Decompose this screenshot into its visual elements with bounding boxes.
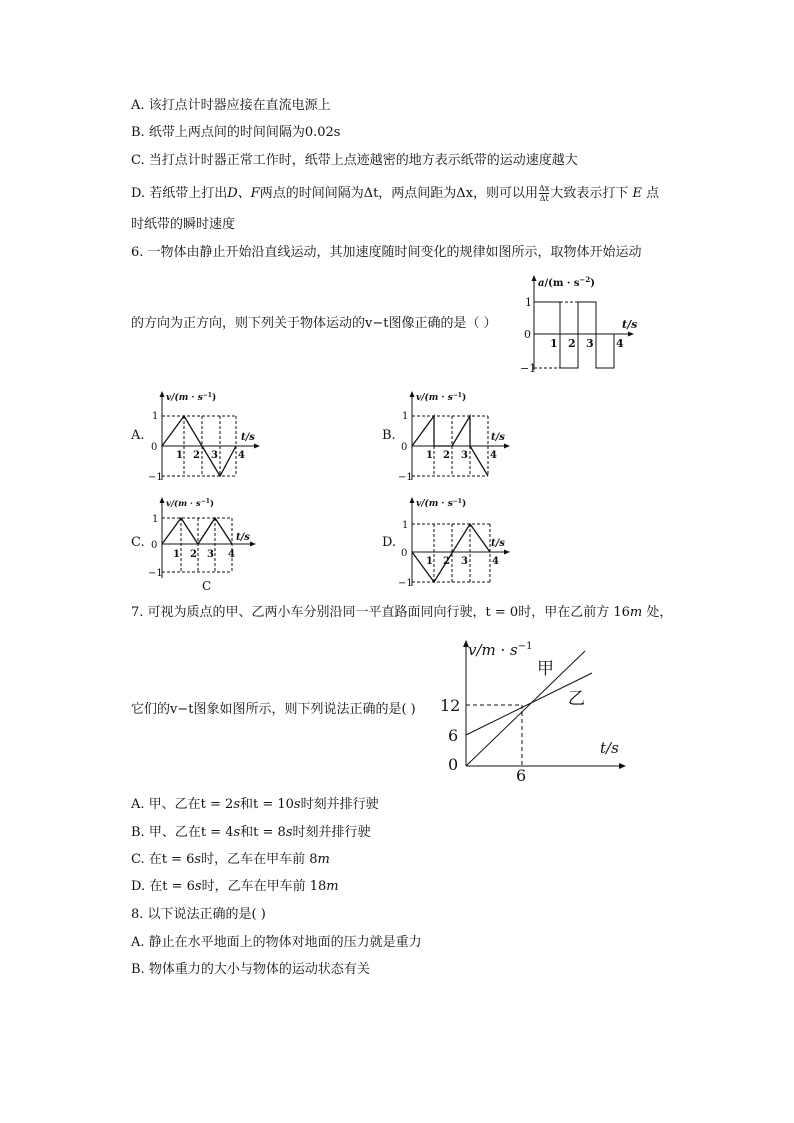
- option-c-ylabel: $v/(m \cdot s^{-1})$: [166, 498, 214, 509]
- option-c-tick-3: 3: [207, 549, 214, 560]
- q7-stem1-m: m: [629, 605, 643, 620]
- q8-stem: 8. 以下说法正确的是( ): [131, 907, 266, 922]
- a-graph-y-bottom: −1: [520, 362, 537, 375]
- q7-stem1-pre: 7. 可视为质点的甲、乙两小车分别沿同一平直路面同向行驶，t = 0时，甲在乙前方 16: [131, 605, 630, 620]
- q7-stem1-post: 处，: [642, 605, 673, 620]
- option-b-tick-3: 3: [461, 450, 468, 461]
- vt-y-6: 6: [448, 726, 459, 745]
- option-b-tick-1: 1: [426, 450, 433, 461]
- q7-option-d: [131, 878, 339, 896]
- q7-a-s1: s: [233, 797, 240, 812]
- vt-y-12: 12: [440, 696, 461, 715]
- option-c-tick-2: 2: [190, 549, 197, 560]
- q5-d-df: D、F: [227, 186, 260, 201]
- q7-a-post: 时刻并排行驶: [300, 797, 379, 812]
- q6-stem-line1: 6. 一物体由静止开始沿直线运动，其加速度随时间变化的规律如图所示，取物体开始运动: [131, 245, 642, 260]
- q7-d-s1: s: [194, 879, 202, 894]
- q6-stem-line2: 的方向为正方向，则下列关于物体运动的v−t图像正确的是（ ）: [131, 316, 497, 331]
- q7-b-mid: 和t = 8: [240, 825, 286, 840]
- q7-b-post: 时刻并排行驶: [292, 825, 371, 840]
- q7-b-pre: B. 甲、乙在t = 4: [131, 825, 234, 840]
- option-c-y-top: 1: [152, 514, 159, 525]
- q5-option-c: C. 当打点计时器正常工作时，纸带上点迹越密的地方表示纸带的运动速度越大: [131, 153, 578, 168]
- option-b-ylabel: $v/(m \cdot s^{-1})$: [416, 392, 467, 403]
- option-d-v-line: [412, 524, 490, 582]
- q5-option-d-line2: 时纸带的瞬时速度: [131, 217, 236, 232]
- option-c-y-bottom: −1: [148, 568, 163, 579]
- q7-b-s2: s: [285, 825, 293, 840]
- option-d-tick-2: 2: [443, 556, 450, 567]
- q7-d-pre: D. 在t = 6: [131, 879, 195, 894]
- a-graph-ylabel: $a/(m \cdot s^{-2})$: [538, 275, 596, 289]
- option-a-y-zero: 0: [151, 442, 158, 453]
- q7-a-pre: A. 甲、乙在t = 2: [131, 797, 234, 812]
- vt-label-yi: 乙: [568, 689, 585, 709]
- q7-c-s1: s: [194, 852, 202, 867]
- option-d-xlabel: t/s: [491, 538, 505, 549]
- vt-graph-x-arrow: [619, 763, 626, 769]
- vt-x-6: 6: [516, 766, 527, 785]
- option-d-y-zero: 0: [401, 548, 408, 559]
- q7-c-pre: C. 在t = 6: [131, 852, 195, 867]
- a-graph-step-line: [534, 302, 614, 368]
- a-graph-tick-4: 4: [616, 337, 624, 350]
- option-b-tick-4: 4: [490, 450, 497, 461]
- option-a-xlabel: t/s: [241, 432, 255, 443]
- q8-option-a: A. 静止在水平地面上的物体对地面的压力就是重力: [131, 935, 422, 950]
- q7-d-mid: 时，乙车在甲车前 18: [201, 879, 327, 894]
- q5-option-a: A. 该打点计时器应接在直流电源上: [131, 98, 331, 113]
- q6-option-b-graph: [398, 388, 516, 482]
- q6-option-a-graph: [148, 388, 266, 482]
- option-a-y-bottom: −1: [148, 472, 163, 483]
- option-d-tick-3: 3: [461, 556, 468, 567]
- q7-vt-graph: [440, 636, 630, 786]
- q5-option-b: B. 纸带上两点间的时间间隔为0.02s: [131, 125, 341, 140]
- q6-option-d-graph: [398, 494, 516, 590]
- option-d-y-top: 1: [402, 520, 409, 531]
- a-graph-y-top: 1: [525, 296, 532, 309]
- option-c-tick-1: 1: [173, 549, 180, 560]
- a-graph-xlabel: t/s: [622, 318, 638, 331]
- q7-a-s2: s: [293, 797, 301, 812]
- q7-c-mid: 时，乙车在甲车前 8: [201, 852, 318, 867]
- option-a-y-top: 1: [152, 411, 159, 422]
- vt-y-0: 0: [448, 755, 459, 774]
- q5-d-post: 大致表示打下: [550, 186, 629, 201]
- option-b-xlabel: t/s: [491, 432, 505, 443]
- q6-option-c-graph: [148, 494, 266, 594]
- q6-option-a-label: A.: [131, 428, 145, 443]
- q5-d-den: Δt: [539, 194, 549, 203]
- q5-option-d: [131, 184, 659, 203]
- q5-d-pre: D. 若纸带上打出: [131, 186, 228, 201]
- q5-d-mid: 两点的时间间隔为Δt，两点间距为Δx，则可以用: [259, 186, 539, 201]
- q7-option-a: [131, 796, 379, 814]
- q5-d-num: Δx: [539, 184, 550, 193]
- option-c-tick-4: 4: [228, 549, 235, 560]
- q6-option-b-label: B.: [382, 428, 396, 443]
- option-c-caption: C: [202, 579, 212, 593]
- q7-d-s2: m: [326, 879, 339, 894]
- q7-b-s1: s: [233, 825, 241, 840]
- q6-option-d-label: D.: [382, 535, 397, 550]
- a-graph-tick-1: 1: [550, 337, 558, 350]
- q5-d-fraction: [539, 184, 549, 203]
- option-a-tick-1: 1: [176, 450, 183, 461]
- option-a-tick-3: 3: [211, 450, 218, 461]
- q7-option-c: [131, 851, 330, 869]
- option-b-y-zero: 0: [401, 442, 408, 453]
- option-c-y-zero: 0: [151, 540, 158, 551]
- q7-c-s2: m: [317, 852, 330, 867]
- a-graph-dashes: [534, 302, 614, 368]
- a-graph-y-zero: 0: [524, 328, 531, 341]
- vt-graph-guides: [466, 705, 522, 766]
- option-d-tick-1: 1: [426, 556, 433, 567]
- vt-graph-ylabel: $v/m \cdot s^{-1}$: [468, 641, 533, 659]
- a-graph-y-arrow: [532, 275, 537, 281]
- q7-stem-line1: [131, 604, 672, 622]
- option-a-ylabel: $v/(m \cdot s^{-1})$: [166, 392, 217, 403]
- q5-d-e: E: [632, 186, 642, 201]
- option-b-y-top: 1: [402, 411, 409, 422]
- q5-d-end: 点: [646, 186, 660, 201]
- option-d-ylabel: $v/(m \cdot s^{-1})$: [416, 498, 467, 509]
- q6-option-c-label: C.: [131, 535, 145, 550]
- option-d-y-bottom: −1: [398, 578, 413, 589]
- option-a-tick-4: 4: [238, 450, 245, 461]
- option-c-xlabel: t/s: [236, 532, 250, 543]
- vt-label-jia: 甲: [537, 659, 554, 679]
- q6-acceleration-graph: [518, 272, 638, 376]
- option-b-tick-2: 2: [443, 450, 450, 461]
- q7-option-b: [131, 824, 371, 842]
- a-graph-tick-3: 3: [586, 337, 594, 350]
- option-d-tick-4: 4: [492, 556, 499, 567]
- a-graph-x-arrow: [628, 332, 634, 337]
- option-c-v-line: [162, 518, 232, 544]
- option-b-y-bottom: −1: [398, 472, 413, 483]
- option-a-tick-2: 2: [193, 450, 200, 461]
- vt-graph-xlabel: t/s: [600, 739, 619, 757]
- a-graph-tick-2: 2: [568, 337, 576, 350]
- q7-stem-line2: 它们的v−t图象如图所示，则下列说法正确的是( ): [131, 702, 416, 717]
- q7-a-mid: 和t = 10: [239, 797, 294, 812]
- q8-option-b: B. 物体重力的大小与物体的运动状态有关: [131, 962, 370, 977]
